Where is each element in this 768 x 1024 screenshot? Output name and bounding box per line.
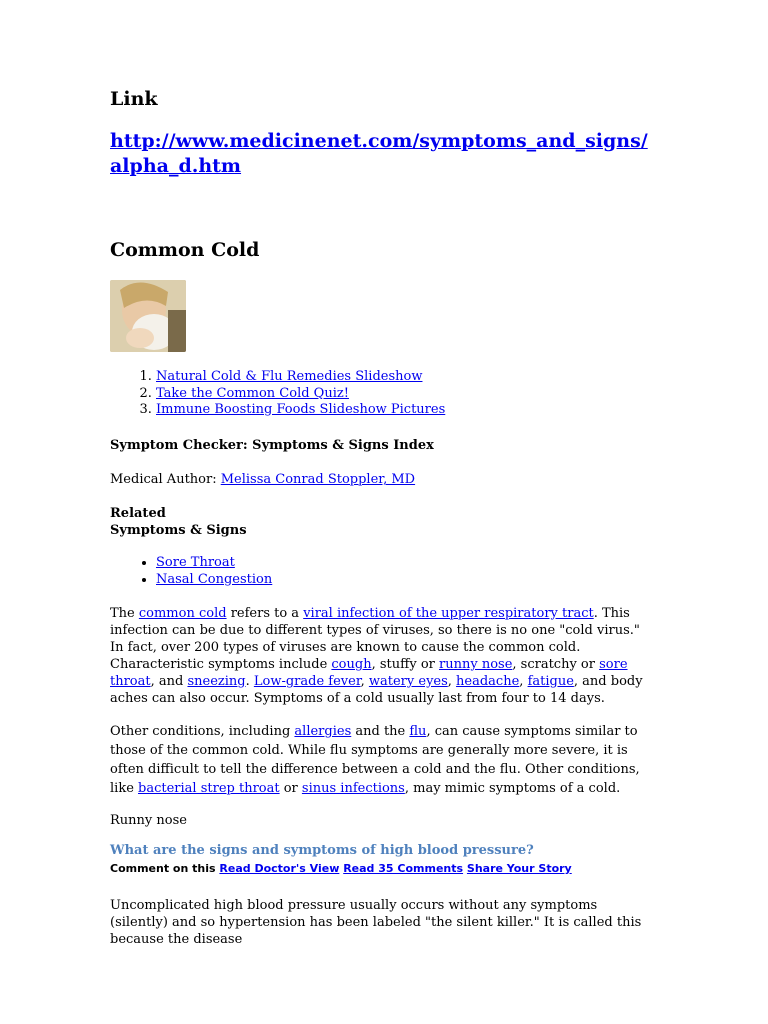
text: , and xyxy=(150,674,188,689)
list-item xyxy=(156,555,656,572)
list-item xyxy=(156,386,656,403)
related-symptoms-list xyxy=(110,555,656,588)
related-line1: Related xyxy=(110,506,166,521)
read-comments-link[interactable]: Read 35 Comments xyxy=(343,862,464,875)
allergies-link[interactable]: allergies xyxy=(294,724,352,739)
sore-throat-inline-link[interactable]: sore throat xyxy=(110,657,628,689)
author-label: Medical Author: xyxy=(110,472,221,487)
watery-eyes-link[interactable]: watery eyes xyxy=(368,674,448,689)
comment-bar xyxy=(110,862,572,875)
photo-illustration xyxy=(110,280,186,352)
common-cold-link[interactable]: common cold xyxy=(138,606,227,621)
author-link[interactable]: Melissa Conrad Stoppler, MD xyxy=(220,472,416,487)
sinus-infections-link[interactable]: sinus infections xyxy=(301,781,405,796)
text: Other conditions, including xyxy=(110,724,295,739)
text: . xyxy=(245,674,254,689)
nasal-congestion-link[interactable]: Nasal Congestion xyxy=(156,571,273,587)
runny-nose-link[interactable]: runny nose xyxy=(439,657,513,672)
flu-link[interactable]: flu xyxy=(409,724,427,739)
text: The xyxy=(110,606,139,621)
text: , xyxy=(447,674,457,689)
hypertension-paragraph: Uncomplicated high blood pressure usually occurs without any symptoms (silently) and so hypertension has been labeled "the silent killer." It is called this because the disease xyxy=(110,898,642,947)
strep-throat-link[interactable]: bacterial strep throat xyxy=(138,781,280,796)
numbered-link-list xyxy=(110,369,656,419)
source-url-link[interactable] xyxy=(110,129,650,179)
common-cold-paragraph xyxy=(110,605,655,707)
text: , scratchy or xyxy=(512,657,600,672)
text: , xyxy=(519,674,528,689)
fatigue-link[interactable]: fatigue xyxy=(527,674,574,689)
list-item xyxy=(156,402,656,419)
comment-label: Comment on this xyxy=(110,862,220,875)
sore-throat-link[interactable]: Sore Throat xyxy=(156,555,235,570)
other-conditions-paragraph xyxy=(110,722,655,798)
sneezing-link[interactable]: sneezing xyxy=(187,674,246,689)
list-item xyxy=(156,369,656,386)
immune-foods-link[interactable]: Immune Boosting Foods Slideshow Pictures xyxy=(156,402,446,417)
natural-remedies-link[interactable]: Natural Cold & Flu Remedies Slideshow xyxy=(156,369,423,384)
list-item xyxy=(156,572,656,589)
share-story-link[interactable]: Share Your Story xyxy=(466,862,572,875)
viral-infection-link[interactable]: viral infection of the upper respiratory tract xyxy=(303,606,594,621)
cold-quiz-link[interactable]: Take the Common Cold Quiz! xyxy=(156,385,349,401)
page-title: Common Cold xyxy=(110,239,260,261)
source-url-line1[interactable]: http://www.medicinenet.com/symptoms_and_signs/ xyxy=(110,130,648,152)
runny-nose-caption: Runny nose xyxy=(110,813,187,828)
symptom-checker-heading: Symptom Checker: Symptoms & Signs Index xyxy=(110,438,434,453)
link-heading: Link xyxy=(110,88,158,110)
medical-author xyxy=(110,471,415,488)
headache-link[interactable]: headache xyxy=(456,674,520,689)
sneezing-woman-photo xyxy=(110,280,186,352)
text: or xyxy=(279,781,302,796)
text: , may mimic symptoms of a cold. xyxy=(404,781,621,796)
related-line2: Symptoms & Signs xyxy=(110,523,247,538)
read-doctors-view-link[interactable]: Read Doctor's View xyxy=(219,862,340,875)
text: , and body aches can also occur. Symptoms of a cold usually last from four to 14 days. xyxy=(110,674,643,706)
source-url-line2[interactable]: alpha_d.htm xyxy=(110,155,242,177)
related-heading xyxy=(110,505,247,539)
text: and the xyxy=(351,724,410,739)
text: , can cause symptoms similar to those of the common cold. While flu symptoms are generally more severe, it is often difficult to tell the difference between a cold and the flu. Other conditions, like xyxy=(110,724,640,796)
cough-link[interactable]: cough xyxy=(331,657,372,672)
low-grade-fever-link[interactable]: Low-grade fever xyxy=(253,674,361,689)
text: , stuffy or xyxy=(371,657,440,672)
text: refers to a xyxy=(226,606,304,621)
text: . This infection can be due to different types of viruses, so there is no one "cold virus." In fact, over 200 types of viruses are known to cause the common cold. Characteristic symptoms include xyxy=(110,606,640,672)
blood-pressure-question: What are the signs and symptoms of high blood pressure? xyxy=(110,843,534,858)
text: , xyxy=(360,674,369,689)
